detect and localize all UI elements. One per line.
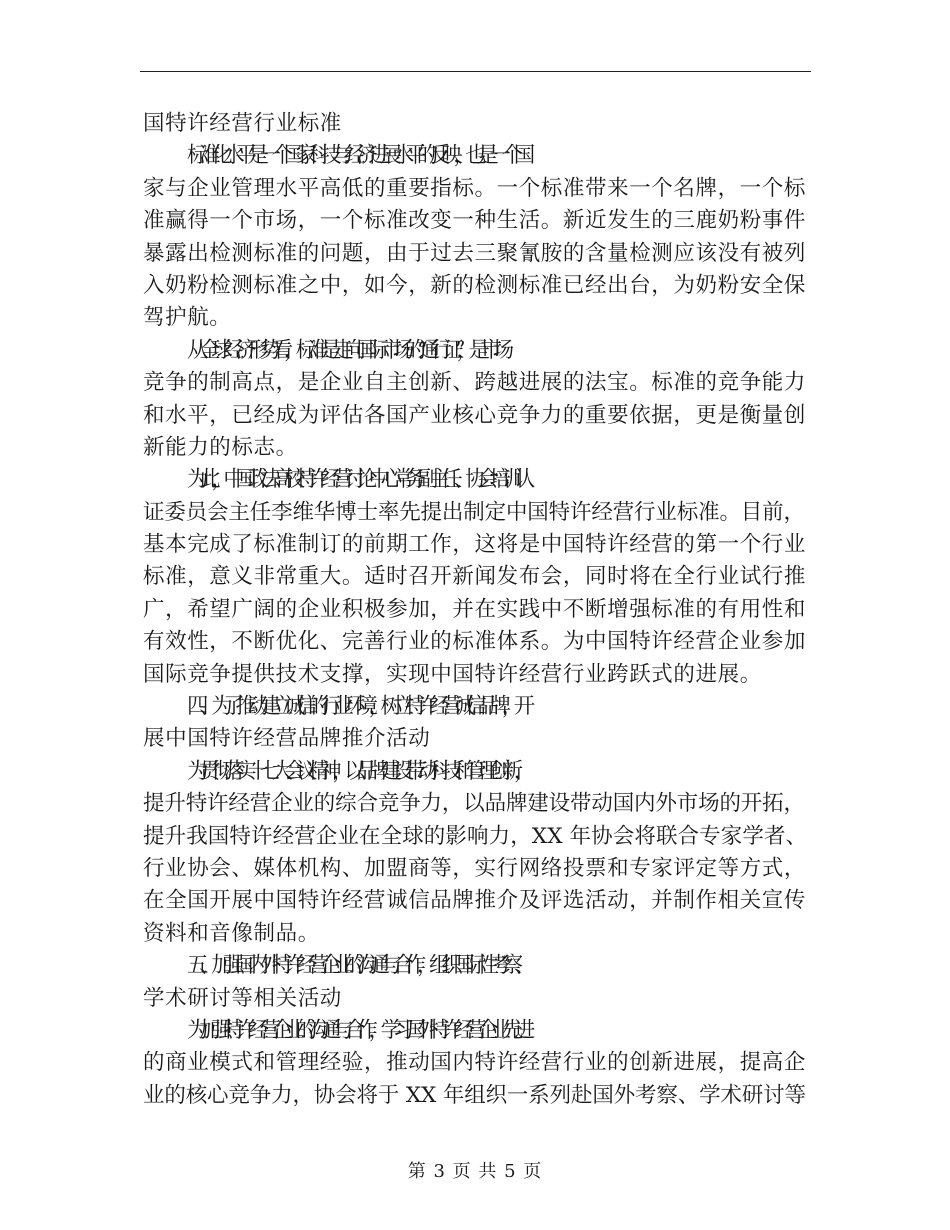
- text-line: 驾护航。: [143, 305, 232, 331]
- header-rule: [140, 71, 811, 72]
- text-line: 暴露出检测标准的问题，由于过去三聚氰胺的含量检测应该没有被列: [143, 240, 807, 266]
- text-line: 基本完成了标准制订的前期工作，这将是中国特许经营的第一个行业: [143, 532, 807, 558]
- text-line: 广，希望广阔的企业积极参加，并在实践中不断增强标准的有用性和: [143, 596, 807, 622]
- text-line: 四、为了推动建立诚信的行业环境，树立特许经营诚信品牌，开: [187, 694, 526, 720]
- text-line: 行业协会、媒体机构、加盟商等，实行网络投票和专家评定等方式，: [143, 855, 807, 881]
- text-line: 业的核心竞争力，协会将于 XX 年组织一系列赴国外考察、学术研讨等: [143, 1082, 806, 1108]
- text-line: 准赢得一个市场，一个标准改变一种生活。新近发生的三鹿奶粉事件: [143, 208, 807, 234]
- text-line: 入奶粉检测标准之中，如今，新的检测标准已经出台，为奶粉安全保: [143, 272, 807, 298]
- text-line: 国特许经营行业标准: [143, 111, 342, 136]
- text-line: 资料和音像制品。: [143, 920, 320, 946]
- text-line: 国际竞争提供技术支撑，实现中国特许经营行业跨跃式的进展。: [143, 661, 762, 687]
- page-number-footer: 第 3 页 共 5 页: [407, 1161, 543, 1182]
- text-line: 提升特许经营企业的综合竞争力，以品牌建设带动国内外市场的开拓，: [143, 791, 805, 817]
- text-line: 五、加强国内外特许经营企业的沟通与合作，组织国际性考察、: [187, 953, 526, 979]
- text-line: 竞争的制高点，是企业自主创新、跨越进展的法宝。标准的竞争能力: [143, 370, 807, 396]
- text-line: 家与企业管理水平高低的重要指标。一个标准带来一个名牌，一个标: [143, 175, 807, 201]
- text-line: 和水平，已经成为评估各国产业核心竞争力的重要依据，更是衡量创: [143, 402, 807, 428]
- text-line: 标准化水平是一个国家科技与经济进展水平的反映，也是一个国: [187, 143, 526, 169]
- text-line: 为此，中国政法高校特许经营讨论中心常务副主任、协会培训认: [187, 467, 526, 493]
- text-line: 学术研讨等相关活动: [143, 985, 342, 1011]
- text-line: 的商业模式和管理经验，推动国内特许经营行业的创新进展，提高企: [143, 1050, 807, 1076]
- document-body: [143, 108, 811, 1112]
- text-line: 标准，意义非常重大。适时召开新闻发布会，同时将在全行业试行推: [143, 564, 807, 590]
- text-line: 证委员会主任李维华博士率先提出制定中国特许经营行业标准。目前，: [143, 499, 805, 525]
- text-line: 从全球经济形势看，标准是走向国际市场的“通行证”，是市场: [187, 337, 505, 363]
- text-line: 展中国特许经营品牌推介活动: [143, 726, 431, 752]
- text-line: 新能力的标志。: [143, 434, 298, 460]
- text-line: 为加强特许经营企业的沟通与合作，学习国外特许经营企业先进: [187, 1017, 526, 1043]
- text-line: 提升我国特许经营企业在全球的影响力，XX 年协会将联合专家学者、: [143, 823, 808, 849]
- text-line: 有效性，不断优化、完善行业的标准体系。为中国特许经营企业参加: [143, 629, 807, 655]
- text-line: 在全国开展中国特许经营诚信品牌推介及评选活动，并制作相关宣传: [143, 888, 807, 914]
- text-line: 为贯彻落实十七大会议精神，以品牌建设带动科技和管理创新，: [187, 758, 526, 784]
